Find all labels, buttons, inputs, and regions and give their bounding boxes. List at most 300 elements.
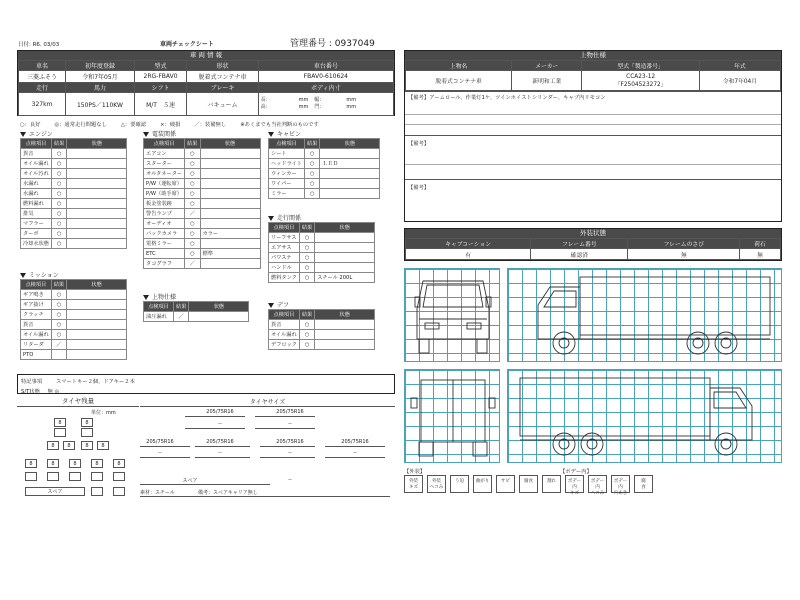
check-item-name: クラッチ — [21, 310, 52, 320]
note-2-text: 【備考】 — [408, 141, 430, 147]
check-row — [144, 259, 261, 269]
check-item-result[interactable]: ○ — [299, 233, 314, 243]
tire-size-r1: 205/75R16 — [146, 439, 174, 445]
check-row — [21, 300, 127, 310]
check-item-result[interactable] — [51, 350, 66, 360]
check-row — [21, 229, 127, 239]
truck-right-side-view — [507, 369, 782, 463]
tire-size-fl: 205/75R16 — [206, 409, 234, 415]
th-frame-number: フレーム番号 — [531, 239, 628, 249]
column-header: 状態 — [320, 139, 380, 149]
check-item-result[interactable]: ○ — [299, 263, 314, 273]
chassis-section — [268, 213, 375, 283]
damage-legend-item: サビ — [496, 475, 515, 493]
note-3 — [405, 179, 781, 221]
check-item-result[interactable]: ○ — [51, 199, 66, 209]
tire-material: 素材：スチール — [140, 490, 175, 496]
th-first-reg: 初年度登録 — [66, 61, 135, 71]
check-row — [21, 290, 127, 300]
check-item-name: ミラー — [269, 189, 305, 199]
tire-spare[interactable]: スペア — [25, 487, 85, 496]
check-item-state[interactable] — [200, 159, 260, 169]
check-item-state[interactable] — [320, 189, 380, 199]
check-row — [21, 310, 127, 320]
check-row — [144, 249, 261, 259]
check-row — [269, 243, 375, 253]
check-item-result[interactable]: ○ — [51, 239, 66, 249]
check-row — [21, 340, 127, 350]
triangle-icon — [20, 273, 26, 278]
check-item-name: タコグラフ — [144, 259, 185, 269]
check-item-name: バックカメラ — [144, 229, 185, 239]
th-maker: メーカー — [512, 61, 582, 71]
check-item-result[interactable]: ○ — [185, 169, 200, 179]
check-item-result[interactable]: ○ — [185, 229, 200, 239]
tire-rl-2[interactable]: 8 — [63, 441, 75, 450]
check-item-result[interactable]: ○ — [304, 169, 319, 179]
legend-bad: ×：破損 — [160, 122, 181, 128]
check-row — [144, 159, 261, 169]
check-row — [21, 159, 127, 169]
check-item-result[interactable]: ○ — [51, 169, 66, 179]
tire-size-title: タイヤサイズ — [140, 397, 395, 407]
check-item-state[interactable] — [200, 209, 260, 219]
tire-rl-1[interactable]: 8 — [47, 441, 59, 450]
check-row — [269, 263, 375, 273]
check-item-state[interactable] — [200, 179, 260, 189]
check-item-state[interactable] — [67, 340, 127, 350]
chassis-table — [268, 222, 375, 283]
tire-r2l-4[interactable] — [47, 472, 59, 481]
exterior-box — [404, 228, 782, 261]
tire-r2l-1[interactable]: 8 — [25, 459, 37, 468]
check-item-result[interactable]: ○ — [185, 179, 200, 189]
check-item-name: 燃料漏れ — [21, 199, 52, 209]
column-header: 結果 — [174, 302, 189, 312]
check-item-state[interactable] — [67, 330, 127, 340]
tire-r2r-2[interactable]: 8 — [91, 459, 103, 468]
upper-spec-title: 上物仕様 — [405, 51, 781, 60]
check-item-name: ヘッドライト — [269, 159, 305, 169]
upper-name: 脱着式コンテナ車 — [406, 71, 512, 91]
check-item-name: PTO — [21, 350, 52, 360]
check-item-result[interactable]: ○ — [185, 149, 200, 159]
check-item-result[interactable]: ○ — [185, 239, 200, 249]
check-row — [21, 179, 127, 189]
tire-size-spare: スペア — [182, 478, 198, 484]
tire-spare-val[interactable] — [91, 487, 103, 496]
check-item-name: 冷却水状態 — [21, 239, 52, 249]
frame-rust: 無 — [628, 249, 740, 260]
check-item-state[interactable] — [67, 229, 127, 239]
check-item-result[interactable]: ○ — [304, 179, 319, 189]
tire-fr-outer[interactable]: 8 — [81, 418, 93, 427]
check-item-result[interactable]: ○ — [185, 199, 200, 209]
check-item-result[interactable]: ／ — [185, 259, 200, 269]
load-stone: 無 — [740, 249, 781, 260]
check-row — [144, 239, 261, 249]
check-item-result[interactable]: ○ — [299, 253, 314, 263]
check-item-result[interactable]: ○ — [51, 159, 66, 169]
th-mileage: 走行 — [19, 83, 66, 93]
check-row — [269, 169, 380, 179]
upper-model: CCA23-12 「F2504523272」 — [582, 71, 699, 91]
check-row — [21, 350, 127, 360]
th-model: 型式 — [134, 61, 187, 71]
truck-rear-view — [404, 369, 500, 463]
check-item-state[interactable]: スチール 200L — [315, 273, 375, 283]
check-item-result[interactable]: ○ — [304, 189, 319, 199]
chassis-number: FBAV0-610624 — [258, 71, 393, 83]
check-item-state[interactable] — [67, 300, 127, 310]
check-item-state[interactable] — [315, 233, 375, 243]
damage-legend-item: ボデー内 ヘコみ — [588, 475, 607, 493]
check-item-name: オルタネーター — [144, 169, 185, 179]
tire-r2r-4[interactable] — [69, 472, 81, 481]
check-item-state[interactable] — [67, 159, 127, 169]
th-body-dims: ボディ内寸 — [258, 83, 393, 93]
check-item-state[interactable] — [200, 259, 260, 269]
column-header: 状態 — [67, 280, 127, 290]
body-dims: 長： mm 幅： mm 高： mm 門： mm — [258, 93, 393, 116]
tire-fr-blank[interactable] — [81, 428, 93, 437]
tire-unit: 単位：mm — [91, 410, 116, 416]
legend-caution: △：要確認 — [120, 122, 147, 128]
check-row — [21, 219, 127, 229]
check-item-state[interactable]: ＬＥＤ — [320, 159, 380, 169]
chassis-title: 走行関係 — [268, 213, 375, 222]
column-header: 点検項目 — [269, 139, 305, 149]
check-item-result[interactable]: ○ — [51, 179, 66, 189]
tire-fl-outer[interactable]: 8 — [54, 418, 66, 427]
model-code: 2RG-FBAV0 — [134, 71, 187, 83]
check-row — [269, 149, 380, 159]
damage-legend-item: う迫 — [450, 475, 469, 493]
check-item-result[interactable]: ○ — [299, 330, 314, 340]
th-load-stone: 荷石 — [740, 239, 781, 249]
check-item-result[interactable]: ／ — [51, 340, 66, 350]
tire-spare-val2[interactable] — [113, 487, 125, 496]
column-header: 点検項目 — [144, 302, 174, 312]
def-title: デフ — [268, 300, 375, 309]
tire-size-dash-1: -- — [218, 421, 222, 427]
exterior-title: 外装状態 — [405, 229, 781, 238]
damage-legend — [404, 475, 653, 496]
upper-year: 令和7年04月 — [699, 71, 780, 91]
check-item-result[interactable]: ○ — [304, 159, 319, 169]
note-1-text: 【備考】アームロール、作業灯1ケ、ツインホイストシリンダー、キャブ内リモコン — [408, 95, 606, 101]
check-item-result[interactable]: ○ — [304, 149, 319, 159]
check-row — [144, 169, 261, 179]
column-header: 結果 — [51, 139, 66, 149]
check-item-state[interactable] — [189, 312, 249, 322]
exterior-legend-label: 【外装】 — [404, 469, 426, 475]
check-item-name: P/W（運転席） — [144, 179, 185, 189]
check-row — [21, 149, 127, 159]
check-item-result[interactable]: ○ — [299, 320, 314, 330]
check-row — [269, 189, 380, 199]
check-item-result[interactable]: ○ — [51, 290, 66, 300]
check-item-result[interactable]: ○ — [299, 273, 314, 283]
tire-fl-blank[interactable] — [54, 428, 66, 437]
check-item-name: リーフサス — [269, 233, 300, 243]
th-upper-year: 年式 — [699, 61, 780, 71]
tire-size-dash-6: -- — [353, 450, 357, 456]
check-item-result[interactable]: ○ — [51, 189, 66, 199]
check-row — [144, 312, 249, 322]
column-header: 結果 — [51, 280, 66, 290]
legend-note: ※あくまでも当社判断のものです — [240, 122, 319, 128]
check-item-result[interactable]: ○ — [185, 219, 200, 229]
check-item-name: 水漏れ — [21, 179, 52, 189]
column-header: 点検項目 — [144, 139, 185, 149]
check-row — [21, 239, 127, 249]
check-item-result[interactable]: ／ — [185, 209, 200, 219]
check-item-state[interactable] — [67, 239, 127, 249]
engine-title: エンジン — [20, 129, 127, 138]
check-row — [144, 229, 261, 239]
tire-remain-title: タイヤ残量 — [17, 397, 139, 407]
electrical-section — [143, 129, 261, 269]
check-item-name: 排気 — [21, 209, 52, 219]
check-item-name: 油圧漏れ — [144, 312, 174, 322]
damage-legend-item: ボデー内 穴あき — [611, 475, 630, 493]
check-item-result[interactable]: ○ — [185, 159, 200, 169]
check-item-state[interactable] — [200, 169, 260, 179]
check-item-state[interactable] — [200, 189, 260, 199]
check-item-state[interactable] — [67, 199, 127, 209]
upper-maker: 新明和工業 — [512, 71, 582, 91]
note-3-text: 【備考】 — [408, 185, 430, 191]
check-row — [269, 340, 375, 350]
column-header: 点検項目 — [269, 223, 300, 233]
check-item-state[interactable]: カラー — [200, 229, 260, 239]
check-item-state[interactable] — [67, 219, 127, 229]
check-item-name: パワステ — [269, 253, 300, 263]
th-brake: ブレーキ — [187, 83, 258, 93]
check-item-name: エアサス — [269, 243, 300, 253]
check-item-state[interactable] — [67, 310, 127, 320]
check-item-result[interactable]: ○ — [185, 189, 200, 199]
tire-size-section — [140, 397, 395, 502]
column-header: 結果 — [185, 139, 200, 149]
column-header: 点検項目 — [21, 139, 52, 149]
truck-side-right-icon — [508, 370, 783, 464]
tire-r2r-1[interactable]: 8 — [69, 459, 81, 468]
upper-spec-box — [404, 50, 782, 222]
th-upper-model: 型式「製造番号」 — [582, 61, 699, 71]
check-item-result[interactable]: ○ — [51, 300, 66, 310]
check-item-name: オイル汚れ — [21, 169, 52, 179]
tire-r2l-2[interactable]: 8 — [47, 459, 59, 468]
tire-r2r-5[interactable] — [91, 472, 103, 481]
brake-type: バキューム — [187, 93, 258, 116]
upper-spec-table — [405, 60, 781, 91]
cab-caution: 有 — [406, 249, 531, 260]
check-item-result[interactable]: ○ — [185, 249, 200, 259]
check-item-name: オイル漏れ — [21, 159, 52, 169]
upper-serial: 「F2504523272」 — [614, 81, 667, 88]
cabin-title: キャビン — [268, 129, 380, 138]
legend-normal: ◎：通常走行問題なし — [54, 122, 107, 128]
special-value: スマートキー２個、ドアキー２本 — [55, 379, 135, 385]
check-item-state[interactable] — [200, 199, 260, 209]
check-row — [21, 189, 127, 199]
check-item-state[interactable] — [320, 169, 380, 179]
frame-number: 確認済 — [531, 249, 628, 260]
sheet-title: 車両チェックシート — [160, 41, 214, 48]
horsepower: 150PS／110KW — [66, 93, 135, 116]
date-label: 日付: R6. 03/03 — [18, 42, 60, 48]
column-header: 状態 — [67, 139, 127, 149]
check-item-name: オーディオ — [144, 219, 185, 229]
check-row — [269, 233, 375, 243]
check-item-state[interactable] — [67, 189, 127, 199]
check-row — [21, 209, 127, 219]
check-row — [21, 199, 127, 209]
check-item-name: オイル漏れ — [21, 330, 52, 340]
tire-size-dash-7: -- — [288, 477, 292, 483]
th-frame-rust: フレームのさび — [628, 239, 740, 249]
tire-size-dash-5: -- — [288, 450, 292, 456]
check-item-name: 異音 — [21, 320, 52, 330]
check-item-name: スターター — [144, 159, 185, 169]
vehicle-info-title: 車 両 情 報 — [18, 51, 394, 60]
check-item-state[interactable] — [200, 219, 260, 229]
check-item-result[interactable]: ○ — [299, 340, 314, 350]
triangle-icon — [268, 303, 274, 308]
check-item-state[interactable] — [67, 149, 127, 159]
check-item-name: 板金塗装跡 — [144, 199, 185, 209]
damage-legend-item: 腐食 — [519, 475, 538, 493]
truck-front-icon — [405, 269, 501, 363]
triangle-icon — [268, 132, 274, 137]
check-row — [144, 199, 261, 209]
damage-legend-item: 外装 キズ — [404, 475, 423, 493]
engine-table — [20, 138, 127, 249]
check-item-name: リターダ — [21, 340, 52, 350]
check-item-result[interactable]: ○ — [51, 209, 66, 219]
first-registration: 令和7年05月 — [66, 71, 135, 83]
th-cab-caution: キャブコーション — [406, 239, 531, 249]
check-item-state[interactable] — [67, 179, 127, 189]
tire-size-fr: 205/75R16 — [276, 409, 304, 415]
check-item-name: ターボ — [21, 229, 52, 239]
check-item-state[interactable] — [315, 253, 375, 263]
check-item-result[interactable]: ／ — [174, 312, 189, 322]
tire-size-dash-4: -- — [218, 450, 222, 456]
check-item-state[interactable] — [315, 243, 375, 253]
check-row — [269, 159, 380, 169]
check-item-name: シート — [269, 149, 305, 159]
note-2 — [405, 135, 781, 179]
body-legend-label: 【ボデー内】 — [560, 469, 592, 475]
check-item-result[interactable]: ○ — [51, 320, 66, 330]
check-item-state[interactable] — [67, 209, 127, 219]
check-item-state[interactable] — [315, 340, 375, 350]
check-item-name: 警告ランプ — [144, 209, 185, 219]
check-item-state[interactable] — [315, 263, 375, 273]
check-row — [269, 273, 375, 283]
cabin-section — [268, 129, 380, 199]
check-item-result[interactable]: ○ — [51, 310, 66, 320]
check-item-name: P/W（助手席） — [144, 189, 185, 199]
check-item-state[interactable] — [67, 320, 127, 330]
column-header: 状態 — [315, 310, 375, 320]
check-item-name: 燃料タンク — [269, 273, 300, 283]
tire-rr-1[interactable]: 8 — [81, 441, 93, 450]
check-item-name: 異音 — [269, 320, 300, 330]
check-item-state[interactable] — [200, 239, 260, 249]
column-header: 点検項目 — [21, 280, 52, 290]
check-item-name: デフロック — [269, 340, 300, 350]
check-item-name: オイル漏れ — [269, 330, 300, 340]
tire-size-r3: 205/75R16 — [276, 439, 304, 445]
check-item-state[interactable] — [200, 149, 260, 159]
triangle-icon — [20, 132, 26, 137]
th-power: 馬力 — [66, 83, 135, 93]
special-notes-box — [17, 374, 395, 394]
mission-title: ミッション — [20, 270, 127, 279]
truck-rear-icon — [405, 370, 501, 464]
column-header: 状態 — [315, 223, 375, 233]
damage-legend-item: 外装 ヘコみ — [427, 475, 446, 493]
check-item-state[interactable] — [67, 290, 127, 300]
check-item-state[interactable] — [320, 149, 380, 159]
check-item-name: 異音 — [21, 149, 52, 159]
check-item-result[interactable]: ○ — [51, 149, 66, 159]
th-name: 車名 — [19, 61, 66, 71]
check-item-state[interactable] — [67, 169, 127, 179]
check-item-state[interactable] — [67, 350, 127, 360]
tire-rr-2[interactable]: 8 — [97, 441, 109, 450]
check-item-state[interactable] — [315, 320, 375, 330]
shift-type: M/T ５速 — [134, 93, 187, 116]
check-row — [21, 330, 127, 340]
tire-r2r-3[interactable]: 8 — [113, 459, 125, 468]
tire-spare-note: 備考：スペアキャリア無し — [198, 490, 258, 496]
check-item-result[interactable]: ○ — [51, 229, 66, 239]
damage-legend-item: 曲がり — [473, 475, 492, 493]
check-item-result[interactable]: ○ — [299, 243, 314, 253]
check-item-state[interactable] — [315, 330, 375, 340]
electrical-table — [143, 138, 261, 269]
column-header: 点検項目 — [269, 310, 300, 320]
check-item-name: ハンドル — [269, 263, 300, 273]
th-upper-name: 上物名 — [406, 61, 512, 71]
check-item-name: マフラー — [21, 219, 52, 229]
check-row — [144, 209, 261, 219]
check-item-name: エアコン — [144, 149, 185, 159]
check-item-result[interactable]: ○ — [51, 330, 66, 340]
st-label: S/T状態 — [21, 389, 40, 395]
check-item-state[interactable]: 標準 — [200, 249, 260, 259]
vehicle-info-box — [17, 50, 395, 116]
column-header: 状態 — [200, 139, 260, 149]
check-item-state[interactable] — [320, 179, 380, 189]
vehicle-name: 三菱ふそう — [19, 71, 66, 83]
truck-left-side-view — [507, 268, 782, 362]
note-1 — [405, 91, 781, 135]
tire-r2l-3[interactable] — [25, 472, 37, 481]
check-item-result[interactable]: ○ — [51, 219, 66, 229]
th-chassis-no: 車台番号 — [258, 61, 393, 71]
check-row — [144, 149, 261, 159]
engine-section — [20, 129, 127, 249]
tire-r2r-6[interactable] — [113, 472, 125, 481]
triangle-icon — [268, 216, 274, 221]
def-section — [268, 300, 375, 350]
